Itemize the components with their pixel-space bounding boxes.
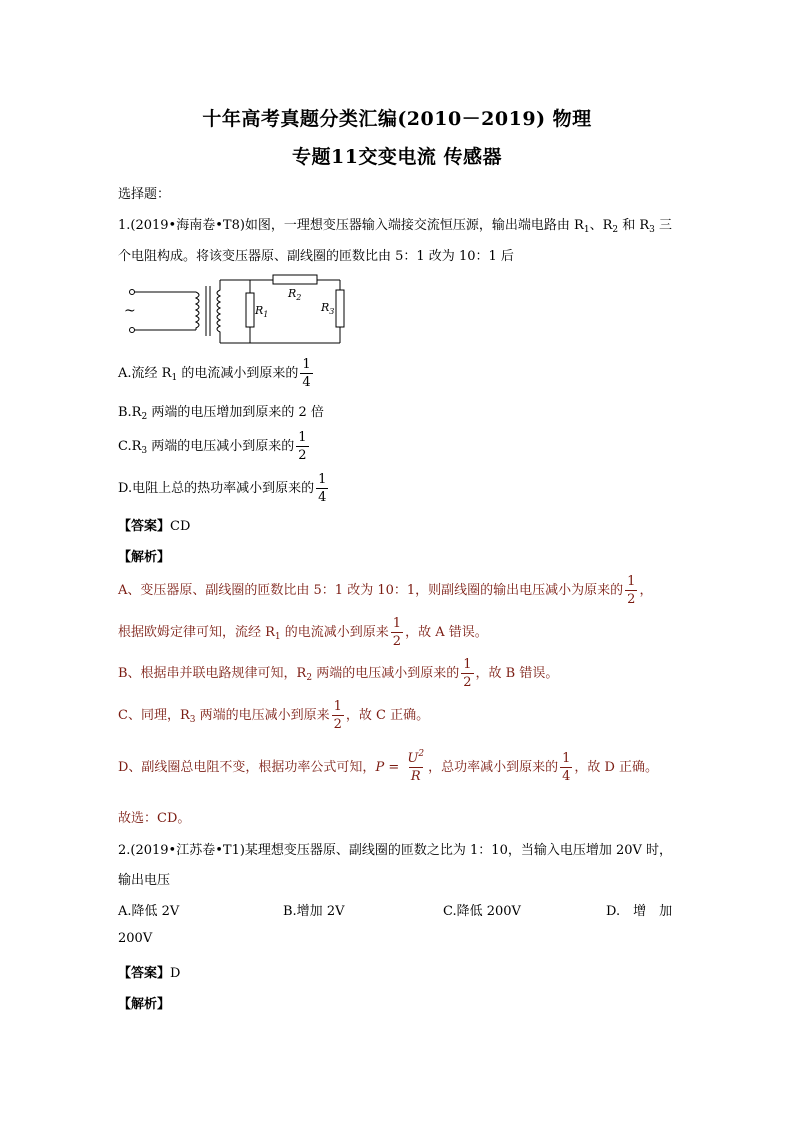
section-heading: 选择题： [118,187,171,202]
page-subtitle: 专题11交变电流 传感器 [291,146,503,168]
q2-option-c: C.降低 200V [443,904,521,919]
resistor-r1 [246,293,254,327]
q1-conclusion: 故选：CD。 [118,811,191,826]
q1-analysis-label: 【解析】 [118,550,171,565]
q1-option-a: A.流经 $R_1$ 的电流减小到原来的 $\frac{1}{4}$ [118,357,311,390]
fraction: $\frac{1}{2}$ [627,574,636,607]
q2-analysis-label: 【解析】 [118,997,171,1012]
fraction: $\frac{1}{4}$ [318,472,327,505]
q1-stem-line1: 1.(2019•海南卷•T8)如图，一理想变压器输入端接交流恒压源，输出端电路由 $R_1$、$R_2$ 和 $R_3$ 三 [118,218,673,235]
q2-option-a: A.降低 2V [118,904,180,919]
q1-explanation-b: B、根据串并联电路规律可知，$R_2$ 两端的电压减小到原来的 $\frac{1}{2}$ ，故 B 错误。 [118,657,559,690]
r3-label: $R_3$ [321,301,335,316]
fraction: $\frac{1}{4}$ [562,751,571,784]
fraction: $\frac{1}{2}$ [463,657,472,690]
q2-answer: 【答案】D [118,966,181,981]
source-symbol: ~ [124,303,136,319]
q1-explanation-a-line2: 根据欧姆定律可知，流经 $R_1$ 的电流减小到原来 $\frac{1}{2}$ ，故 A 错误。 [118,616,488,649]
q1-option-c: $C.R_3$ 两端的电压减小到原来的 $\frac{1}{2}$ [118,430,307,463]
fraction: $\frac{1}{4}$ [302,357,311,390]
page-title: 十年高考真题分类汇编(2010－2019) 物理 [202,108,592,130]
resistor-r2 [273,275,317,284]
resistor-r3 [336,290,344,327]
q2-option-d: D. 增 加 [606,904,673,919]
secondary-coil [217,280,220,343]
q2-stem-line2: 输出电压 [118,873,171,888]
fraction: $\frac{1}{2}$ [298,430,307,463]
q1-stem-line2: 个电阻构成。将该变压器原、副线圈的匝数比由 5：1 改为 10：1 后 [118,249,514,264]
q1-explanation-c: C、同理，$R_3$ 两端的电压减小到原来 $\frac{1}{2}$ ，故 C 正确。 [118,699,430,732]
power-formula: $\frac{U^2}{R}$ [407,749,425,784]
q2-stem-line1: 2.(2019•江苏卷•T1)某理想变压器原、副线圈的匝数之比为 1：10，当输入电压增加 20V 时， [118,843,673,858]
q1-explanation-a-line1: A、变压器原、副线圈的匝数比由 5：1 改为 10：1，则副线圈的输出电压减小为原来的 $\frac{1}{2}$ ， [118,574,653,607]
r1-label: $R_1$ [255,304,269,319]
source-terminal-top [130,290,135,295]
source-terminal-bottom [130,328,135,333]
q2-option-d-continued: 200V [118,931,153,946]
primary-coil [196,292,199,330]
fraction: $\frac{1}{2}$ [333,699,342,732]
q1-circuit-diagram [118,270,358,352]
q1-answer: 【答案】CD [118,519,191,534]
q1-explanation-d: D、副线圈总电阻不变，根据功率公式可知，P = $\frac{U^2}{R}$ ，总功率减小到原来的 $\frac{1}{4}$ ，故 D 正确。 [118,749,659,784]
fraction: $\frac{1}{2}$ [392,616,402,649]
q1-option-d: D.电阻上总的热功率减小到原来的 $\frac{1}{4}$ [118,472,327,505]
q2-option-b: B.增加 2V [283,904,345,919]
r2-label: $R_2$ [288,287,302,302]
q1-option-b: $B.R_2$ 两端的电压增加到原来的 2 倍 [118,405,324,422]
